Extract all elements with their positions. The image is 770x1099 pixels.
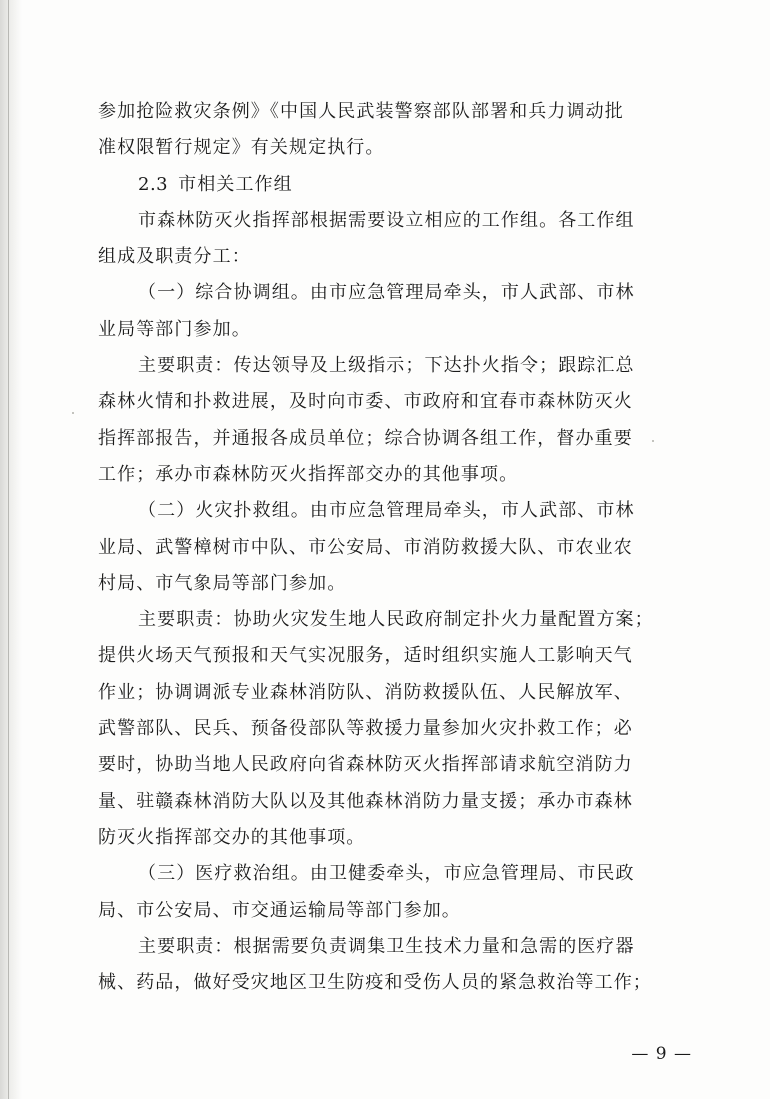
group-duty-line: 要时，协助当地人民政府向省森林防灭火指挥部请求航空消防力: [98, 754, 633, 776]
group-duty-line: 武警部队、民兵、预备役部队等救援力量参加火灾扑救工作；必: [98, 718, 633, 740]
group-duty-line: 森林火情和扑救进展，及时向市委、市政府和宜春市森林防灭火: [98, 391, 633, 413]
group-composition-line: （一）综合协调组。由市应急管理局牵头，市人武部、市林: [138, 282, 635, 304]
group-duty-line: 提供火场天气预报和天气实况服务，适时组织实施人工影响天气: [98, 645, 633, 667]
group-duty-line: 主要职责：协助火灾发生地人民政府制定扑火力量配置方案；: [138, 609, 654, 631]
intro-line: 市森林防灭火指挥部根据需要设立相应的工作组。各工作组: [138, 209, 635, 231]
intro-line: 组成及职责分工：: [98, 246, 251, 268]
group-duty-line: 防灭火指挥部交办的其他事项。: [98, 826, 366, 848]
scan-binding-shadow: [0, 0, 22, 1099]
group-duty-line: 械、药品，做好受灾地区卫生防疫和受伤人员的紧急救治等工作；: [98, 972, 652, 994]
page-number: — 9 —: [631, 1044, 692, 1064]
paragraph-line: 参加抢险救灾条例》《中国人民武装警察部队部署和兵力调动批: [98, 101, 624, 122]
scan-speck: [72, 412, 74, 414]
scan-speck: [652, 440, 654, 442]
section-number: 2.3: [138, 173, 169, 195]
scan-binding-line: [8, 0, 9, 1099]
section-title: 市相关工作组: [178, 173, 293, 195]
group-composition-line: 村局、市气象局等部门参加。: [98, 572, 347, 594]
group-duty-line: 工作；承办市森林防灭火指挥部交办的其他事项。: [98, 463, 519, 485]
section-heading: [98, 167, 698, 203]
group-composition-line: （三）医疗救治组。由卫健委牵头，市应急管理局、市民政: [138, 863, 635, 885]
paragraph-line: 准权限暂行规定》有关规定执行。: [98, 137, 385, 159]
group-duty-line: 主要职责：传达领导及上级指示；下达扑火指令；跟踪汇总: [138, 355, 635, 377]
group-duty-line: 指挥部报告，并通报各成员单位；综合协调各组工作，督办重要: [98, 427, 633, 449]
group-composition-line: 业局、武警樟树市中队、市公安局、市消防救援大队、市农业农: [98, 536, 633, 558]
group-composition-line: 局、市公安局、市交通运输局等部门参加。: [98, 899, 461, 921]
group-composition-line: 业局等部门参加。: [98, 318, 251, 340]
group-duty-line: 作业；协调调派专业森林消防队、消防救援队伍、人民解放军、: [98, 681, 633, 703]
group-duty-line: 量、驻赣森林消防大队以及其他森林消防力量支援；承办市森林: [98, 790, 633, 812]
group-duty-line: 主要职责：根据需要负责调集卫生技术力量和急需的医疗器: [138, 935, 635, 957]
document-body: [98, 94, 698, 1001]
group-composition-line: （二）火灾扑救组。由市应急管理局牵头，市人武部、市林: [138, 500, 635, 522]
